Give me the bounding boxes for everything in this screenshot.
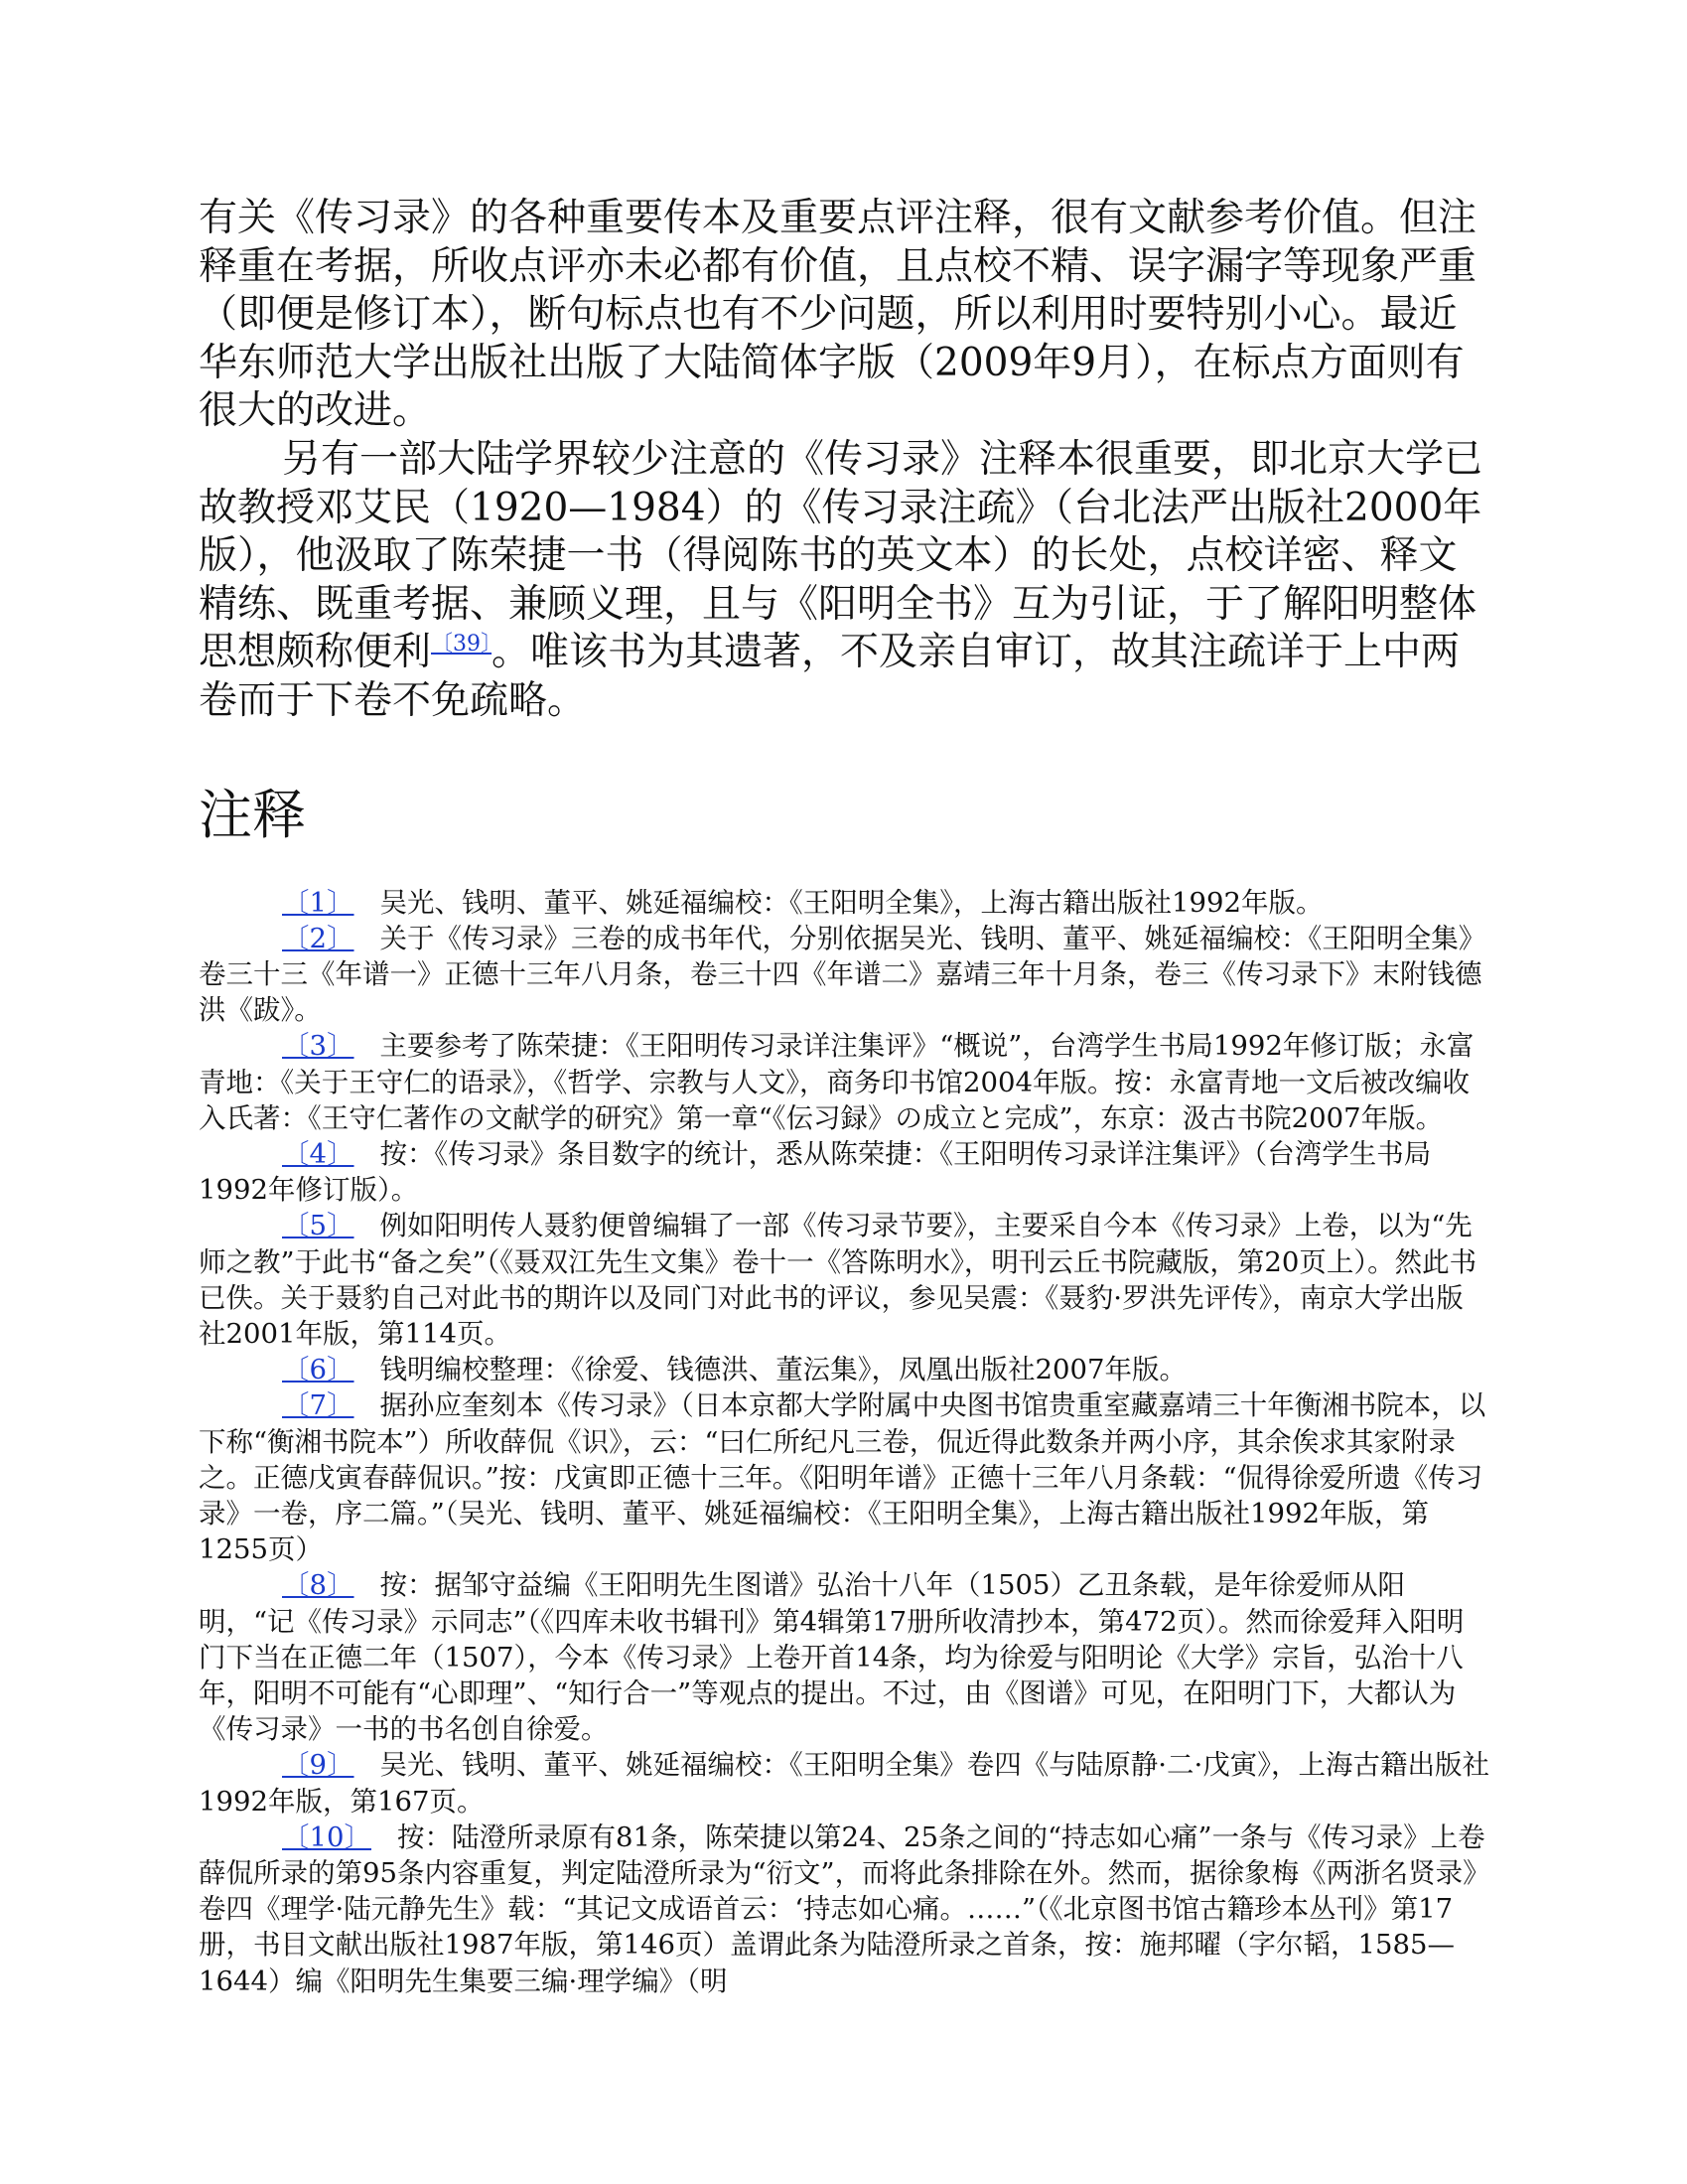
note-text: 据孙应奎刻本《传习录》（日本京都大学附属中央图书馆贵重室藏嘉靖三十年衡湘书院本，以下称“衡湘书院本”）所收薛侃《识》，云：“曰仁所纪凡三卷，侃近得此数条并两小序，其余俟求其家附录之。正德戊寅春薛侃识。”按：戊寅即正德十三年。《阳明年谱》正德十三年八月条载：“侃得徐爱所遗《传习录》一卷，序二篇。”（吴光、钱明、董平、姚延福编校：《王阳明全集》，上海古籍出版社1992年版，第1255页）	[199, 1389, 1486, 1566]
note-item	[199, 1028, 1489, 1136]
note-item	[199, 1567, 1489, 1747]
note-item	[199, 1352, 1489, 1387]
paragraph-2-text-end: 。唯该书为其遗著，不及亲自审订，故其注疏详于上中两卷而于下卷不免疏略。	[199, 630, 1461, 723]
note-item	[199, 885, 1489, 921]
note-item	[199, 1747, 1489, 1819]
note-item	[199, 1820, 1489, 1999]
paragraph-1: 有关《传习录》的各种重要传本及重要点评注释，很有文献参考价值。但注释重在考据，所收点评亦未必都有价值，且点校不精、误字漏字等现象严重（即便是修订本），断句标点也有不少问题，所以利用时要特别小心。最近华东师范大学出版社出版了大陆简体字版（2009年9月），在标点方面则有很大的改进。	[199, 196, 1477, 434]
paragraph-2-text: 另有一部大陆学界较少注意的《传习录》注释本很重要，即北京大学已故教授邓艾民（1920—1984）的《传习录注疏》（台北法严出版社2000年版），他汲取了陈荣捷一书（得阅陈书的英文本）的长处，点校详密、释文精练、既重考据、兼顾义理，且与《阳明全书》互为引证，于了解阳明整体思想颇称便利	[199, 436, 1483, 675]
note-number-link[interactable]: 〔8〕	[282, 1569, 354, 1602]
body-text	[199, 195, 1489, 726]
note-text: 按：据邹守益编《王阳明先生图谱》弘治十八年（1505）乙丑条载，是年徐爱师从阳明，“记《传习录》示同志”（《四库未收书辑刊》第4辑第17册所收清抄本，第472页）。然而徐爱拜入阳明门下当在正德二年（1507），今本《传习录》上卷开首14条，均为徐爱与阳明论《大学》宗旨，弘治十八年，阳明不可能有“心即理”、“知行合一”等观点的提出。不过，由《图谱》可见，在阳明门下，大都认为《传习录》一书的书名创自徐爱。	[199, 1569, 1465, 1746]
note-number-link[interactable]: 〔7〕	[282, 1389, 354, 1422]
note-item	[199, 1208, 1489, 1352]
note-number-link[interactable]: 〔3〕	[282, 1030, 354, 1063]
note-text: 按：《传习录》条目数字的统计，悉从陈荣捷：《王阳明传习录详注集评》（台湾学生书局1992年修订版）。	[199, 1137, 1432, 1207]
note-text: 主要参考了陈荣捷：《王阳明传习录详注集评》“概说”，台湾学生书局1992年修订版；永富青地：《关于王守仁的语录》，《哲学、宗教与人文》，商务印书馆2004年版。按：永富青地一文后被改编收入氏著：《王守仁著作の文献学的研究》第一章“《伝习録》の成立と完成”，东京：汲古书院2007年版。	[199, 1030, 1475, 1134]
note-number-link[interactable]: 〔4〕	[282, 1137, 354, 1170]
note-text: 例如阳明传人聂豹便曾编辑了一部《传习录节要》，主要采自今本《传习录》上卷，以为“先师之教”于此书“备之矣”（《聂双江先生文集》卷十一《答陈明水》，明刊云丘书院藏版，第20页上）。然此书已佚。关于聂豹自己对此书的期许以及同门对此书的评议，参见吴震：《聂豹·罗洪先评传》，南京大学出版社2001年版，第114页。	[199, 1210, 1477, 1350]
footnote-ref-39[interactable]: 〔39〕	[431, 632, 492, 657]
note-number-link[interactable]: 〔6〕	[282, 1354, 354, 1386]
note-item	[199, 1136, 1489, 1208]
note-text: 吴光、钱明、董平、姚延福编校：《王阳明全集》，上海古籍出版社1992年版。	[379, 886, 1324, 919]
note-text: 按：陆澄所录原有81条，陈荣捷以第24、25条之间的“持志如心痛”一条与《传习录》上卷薛侃所录的第95条内容重复，判定陆澄所录为“衍文”，而将此条排除在外。然而，据徐象梅《两浙名贤录》卷四《理学·陆元静先生》载：“其记文成语首云：‘持志如心痛。……”（《北京图书馆古籍珍本丛刊》第17册，书目文献出版社1987年版，第146页）盖谓此条为陆澄所录之首条，按：施邦曜（字尔韬，1585—1644）编《阳明先生集要三编·理学编》（明	[199, 1820, 1485, 1997]
note-text: 关于《传习录》三卷的成书年代，分别依据吴光、钱明、董平、姚延福编校：《王阳明全集》卷三十三《年谱一》正德十三年八月条，卷三十四《年谱二》嘉靖三年十月条，卷三《传习录下》末附钱德洪《跋》。	[199, 922, 1486, 1027]
note-number-link[interactable]: 〔9〕	[282, 1749, 354, 1782]
note-text: 钱明编校整理：《徐爱、钱德洪、董沄集》，凤凰出版社2007年版。	[379, 1354, 1187, 1386]
note-text: 吴光、钱明、董平、姚延福编校：《王阳明全集》卷四《与陆原静·二·戊寅》，上海古籍出版社1992年版，第167页。	[199, 1749, 1489, 1818]
document-page	[199, 195, 1489, 1999]
note-number-link[interactable]: 〔2〕	[282, 922, 354, 954]
note-number-link[interactable]: 〔1〕	[282, 886, 354, 919]
notes-list	[199, 885, 1489, 1999]
note-item	[199, 921, 1489, 1029]
notes-heading: 注释	[199, 783, 306, 846]
note-number-link[interactable]: 〔5〕	[282, 1210, 354, 1242]
note-number-link[interactable]: 〔10〕	[282, 1820, 371, 1853]
note-item	[199, 1387, 1489, 1567]
paragraph-2	[199, 436, 1489, 726]
